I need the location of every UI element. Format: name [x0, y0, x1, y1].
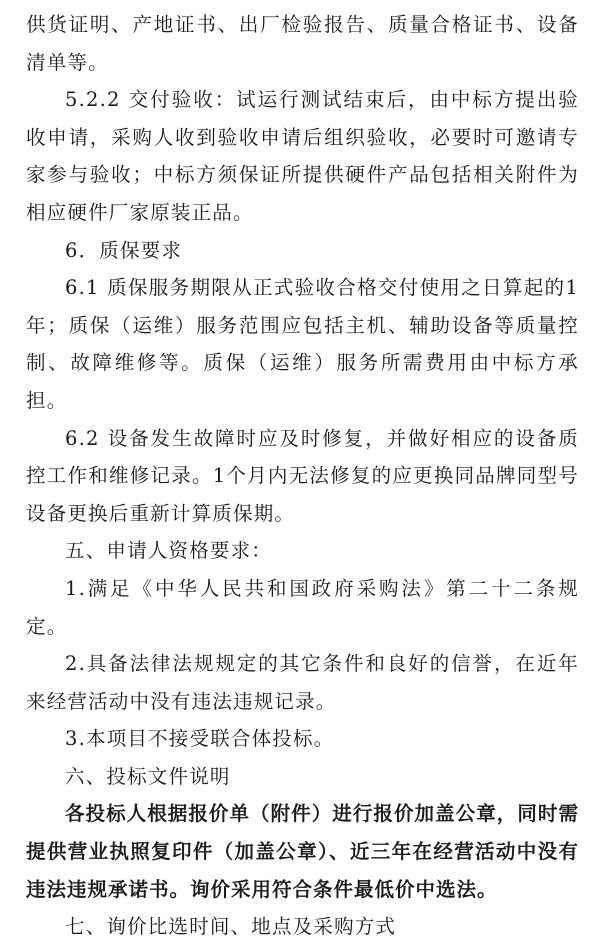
qualification-item-1: 1.满足《中华人民共和国政府采购法》第二十二条规定。 — [26, 576, 579, 638]
paragraph-warranty-period: 6.1 质保服务期限从正式验收合格交付使用之日算起的1年；质保（运维）服务范围应包括主机、辅助设备等质量控制、故障维修等。质保（运维）服务所需费用由中标方承担。 — [26, 276, 579, 412]
paragraph-equipment-repair: 6.2 设备发生故障时应及时修复，并做好相应的设备质控工作和维修记录。1个月内无法修复的应更换同品牌同型号设备更换后重新计算质保期。 — [26, 426, 579, 525]
heading-bid-document-notes: 六、投标文件说明 — [65, 764, 231, 788]
heading-applicant-qualifications: 五、申请人资格要求： — [65, 539, 273, 563]
heading-warranty-requirements: 6．质保要求 — [65, 238, 183, 262]
paragraph-delivery-acceptance: 5.2.2 交付验收：试运行测试结束后，由中标方提出验收申请，采购人收到验收申请后组织验收，必要时可邀请专家参与验收；中标方须保证所提供硬件产品包括相关附件为相应硬件厂家原装正品。 — [26, 88, 579, 224]
paragraph-supply-documents: 供货证明、产地证书、出厂检验报告、质量合格证书、设备清单等。 — [26, 13, 579, 74]
qualification-item-3: 3.本项目不接受联合体投标。 — [65, 727, 335, 751]
heading-inquiry-time-location: 七、询价比选时间、地点及采购方式 — [65, 915, 397, 939]
paragraph-bid-instructions-bold: 各投标人根据报价单（附件）进行报价加盖公章，同时需提供营业执照复印件（加盖公章）、近三年在经营活动中没有违法违规承诺书。询价采用符合条件最低价中选法。 — [26, 802, 579, 901]
qualification-item-2: 2.具备法律法规规定的其它条件和良好的信誉，在近年来经营活动中没有违法违规记录。 — [26, 652, 579, 713]
